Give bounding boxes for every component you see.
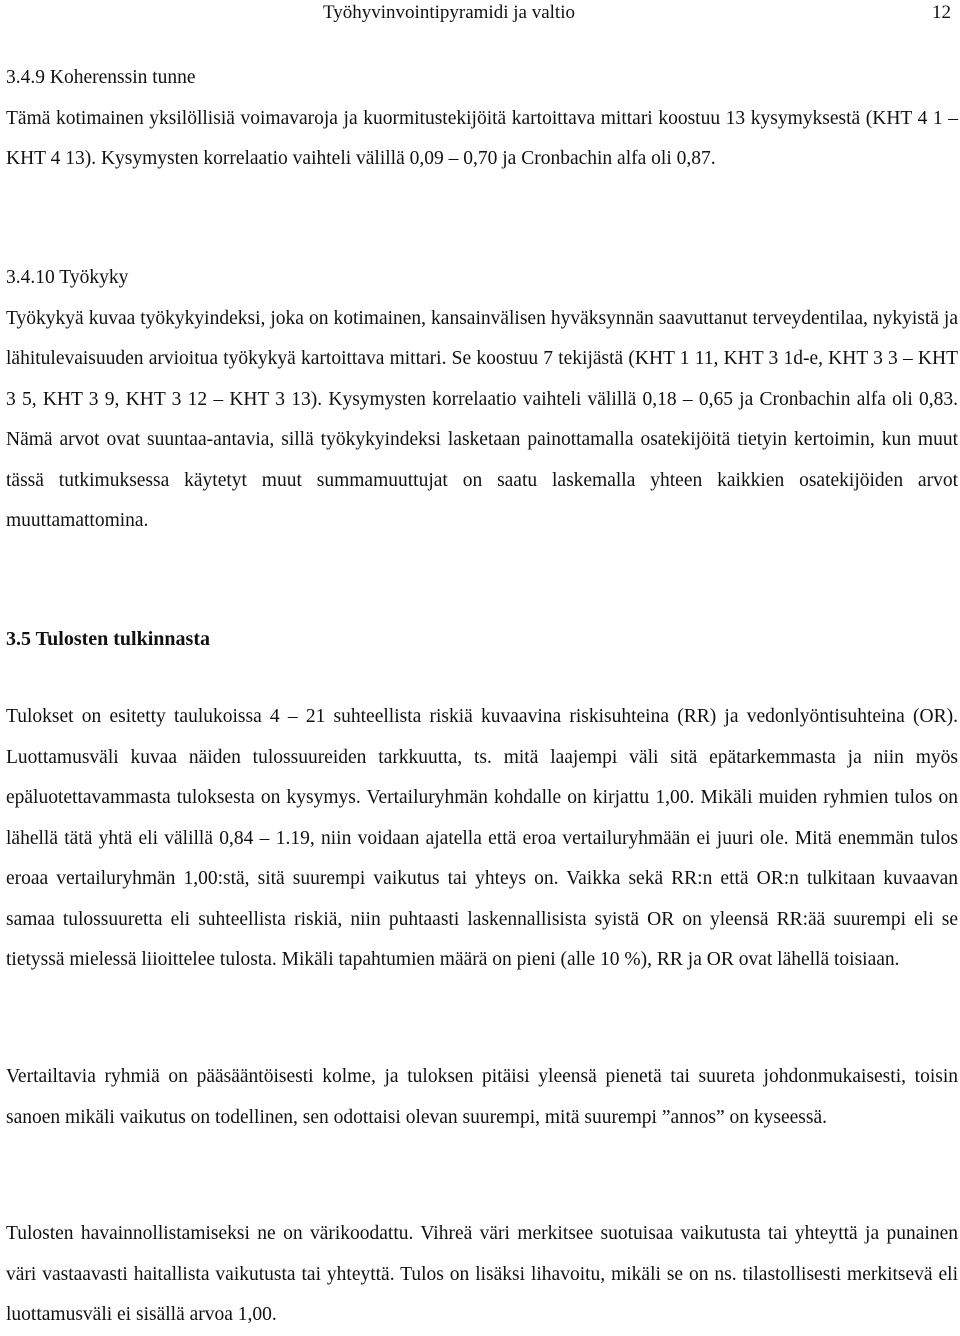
page-number: 12 <box>932 2 951 23</box>
section-3-4-9 <box>6 58 958 180</box>
section-3-4-10-heading: 3.4.10 Työkyky <box>6 267 129 288</box>
section-3-5-paragraph-2: Vertailtavia ryhmiä on pääsääntöisesti kolme, ja tuloksen pitäisi yleensä pienetä tai suureta johdonmukaisesti, toisin sanoen mikäli vaikutus on todellinen, sen odottaisi olevan suurempi, mitä suurempi ”annos” on kyseessä. <box>6 1066 958 1128</box>
section-3-5-paragraph-1: Tulokset on esitetty taulukoissa 4 – 21 suhteellista riskiä kuvaavina riskisuhteina (RR) ja vedonlyöntisuhteina (OR). Luottamusväli kuvaa näiden tulossuureiden tarkkuutta, ts. mitä laajempi väli sitä epätarkemmasta ja niin myös epäluotettavammasta tuloksesta on kysymys. Vertailuryhmän kohdalle on kirjattu 1,00. Mikäli muiden ryhmien tulos on lähellä tätä yhtä eli välillä 0,84 – 1.19, niin voidaan ajatella että eroa vertailuryhmään ei juuri ole. Mitä enemmän tulos eroaa vertailuryhmän 1,00:stä, sitä suurempi vaikutus tai yhteys on. Vaikka sekä RR:n että OR:n tulkitaan kuvaavan samaa tulossuuretta eli suhteellista riskiä, niin puhtaasti laskennallisista syistä OR on yleensä RR:ää suurempi eli se tietyssä mielessä liioittelee tulosta. Mikäli tapahtumien määrä on pieni (alle 10 %), RR ja OR ovat lähellä toisiaan. <box>6 706 958 970</box>
section-3-5-paragraph-3: Tulosten havainnollistamiseksi ne on värikoodattu. Vihreä väri merkitsee suotuisaa vaikutusta tai yhteyttä ja punainen väri vastaavasti haitallista vaikutusta tai yhteyttä. Tulos on lisäksi lihavoitu, mikäli se on ns. tilastollisesti merkitsevä eli luottamusväli ei sisällä arvoa 1,00. <box>6 1223 958 1325</box>
section-3-5-heading: 3.5 Tulosten tulkinnasta <box>6 628 210 650</box>
section-3-4-10-body: Työkykyä kuvaa työkykyindeksi, joka on kotimainen, kansainvälisen hyväksynnän saavuttanut terveydentilaa, nykyistä ja lähitulevaisuuden arvioitua työkykyä kartoittava mittari. Se koostuu 7 tekijästä (KHT 1 11, KHT 3 1d-e, KHT 3 3 – KHT 3 5, KHT 3 9, KHT 3 12 – KHT 3 13). Kysymysten korrelaatio vaihteli välillä 0,18 – 0,65 ja Cronbachin alfa oli 0,83. Nämä arvot ovat suuntaa-antavia, sillä työkykyindeksi lasketaan painottamalla osatekijöitä tietyin kertoimin, kun muut tässä tutkimuksessa käytetyt muut summamuuttujat on saatu laskemalla yhteen kaikkien osatekijöiden arvot muuttamattomina. <box>6 307 958 531</box>
header-title: Työhyvinvointipyramidi ja valtio <box>323 2 575 23</box>
running-header <box>0 0 960 30</box>
section-3-5-paragraph-1-container <box>6 697 958 981</box>
section-3-4-10 <box>6 258 958 542</box>
section-3-4-9-heading: 3.4.9 Koherenssin tunne <box>6 67 196 88</box>
section-3-5-paragraph-2-container <box>6 1057 958 1138</box>
section-3-5-paragraph-3-container <box>6 1214 958 1336</box>
section-3-4-9-body: Tämä kotimainen yksilöllisiä voimavaroja ja kuormitustekijöitä kartoittava mittari koostuu 13 kysymyksestä (KHT 4 1 – KHT 4 13). Kysymysten korrelaatio vaihteli välillä 0,09 – 0,70 ja Cronbachin alfa oli 0,87. <box>6 107 958 169</box>
